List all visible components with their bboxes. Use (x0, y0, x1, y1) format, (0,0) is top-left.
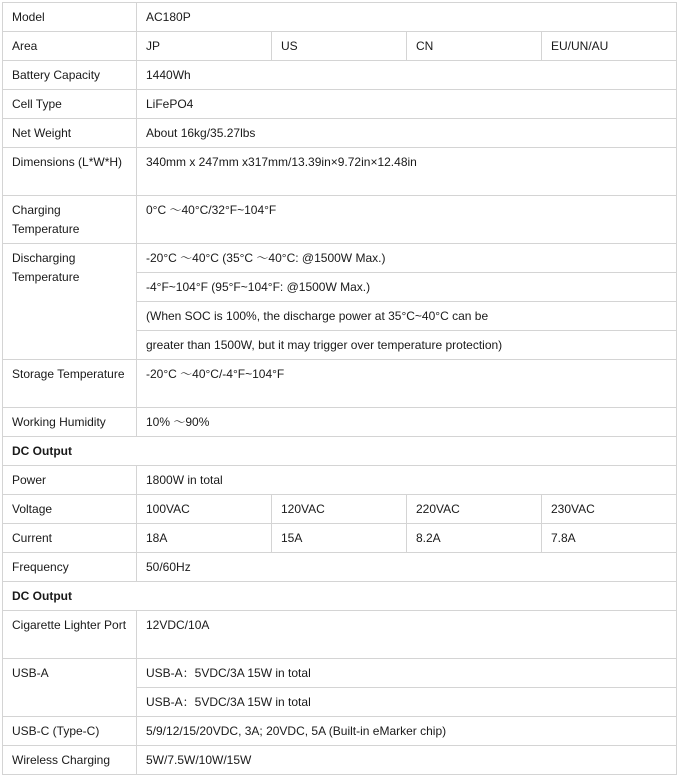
usb-a-line-1: USB-A：5VDC/3A 15W in total (137, 659, 677, 688)
voltage-value-4: 230VAC (542, 495, 677, 524)
row-current (3, 524, 677, 553)
usb-a-line-2: USB-A：5VDC/3A 15W in total (137, 688, 677, 717)
area-label: Area (3, 32, 137, 61)
charging-temperature-label: Charging Temperature (3, 196, 137, 244)
cell-type-label: Cell Type (3, 90, 137, 119)
wireless-charging-label: Wireless Charging (3, 746, 137, 775)
model-value: AC180P (137, 3, 677, 32)
row-dimensions (3, 148, 677, 196)
voltage-value-2: 120VAC (272, 495, 407, 524)
discharging-temperature-line-3: (When SOC is 100%, the discharge power at 35°C~40°C can be (137, 302, 677, 331)
model-label: Model (3, 3, 137, 32)
spec-table (2, 2, 677, 775)
current-label: Current (3, 524, 137, 553)
row-storage-temperature (3, 360, 677, 408)
wireless-charging-value: 5W/7.5W/10W/15W (137, 746, 677, 775)
section-heading: DC Output (3, 582, 677, 611)
row-model (3, 3, 677, 32)
dimensions-label: Dimensions (L*W*H) (3, 148, 137, 196)
battery-capacity-label: Battery Capacity (3, 61, 137, 90)
discharging-temperature-line-1: -20°C ～40°C (35°C ～40°C: @1500W Max.) (137, 244, 677, 273)
discharging-temperature-line-4: greater than 1500W, but it may trigger over temperature protection) (137, 331, 677, 360)
area-jp: JP (137, 32, 272, 61)
net-weight-value: About 16kg/35.27lbs (137, 119, 677, 148)
cigarette-lighter-label: Cigarette Lighter Port (3, 611, 137, 659)
frequency-label: Frequency (3, 553, 137, 582)
row-power (3, 466, 677, 495)
storage-temperature-label: Storage Temperature (3, 360, 137, 408)
row-working-humidity (3, 408, 677, 437)
frequency-value: 50/60Hz (137, 553, 677, 582)
row-area (3, 32, 677, 61)
row-section-dc-output-1 (3, 437, 677, 466)
net-weight-label: Net Weight (3, 119, 137, 148)
row-battery-capacity (3, 61, 677, 90)
working-humidity-value: 10% ～90% (137, 408, 677, 437)
current-value-2: 15A (272, 524, 407, 553)
current-value-4: 7.8A (542, 524, 677, 553)
row-wireless-charging (3, 746, 677, 775)
row-cell-type (3, 90, 677, 119)
voltage-value-3: 220VAC (407, 495, 542, 524)
row-cigarette-lighter (3, 611, 677, 659)
row-frequency (3, 553, 677, 582)
voltage-label: Voltage (3, 495, 137, 524)
section-heading: DC Output (3, 437, 677, 466)
row-section-dc-output-2 (3, 582, 677, 611)
row-usb-c (3, 717, 677, 746)
row-charging-temperature (3, 196, 677, 244)
row-usb-a (3, 659, 677, 688)
usb-a-label: USB-A (3, 659, 137, 717)
charging-temperature-value: 0°C ～40°C/32°F~104°F (137, 196, 677, 244)
discharging-temperature-label: Discharging Temperature (3, 244, 137, 360)
usb-c-label: USB-C (Type-C) (3, 717, 137, 746)
storage-temperature-value: -20°C ～40°C/-4°F~104°F (137, 360, 677, 408)
working-humidity-label: Working Humidity (3, 408, 137, 437)
power-label: Power (3, 466, 137, 495)
area-cn: CN (407, 32, 542, 61)
row-discharging-temperature (3, 244, 677, 273)
usb-c-value: 5/9/12/15/20VDC, 3A; 20VDC, 5A (Built-in eMarker chip) (137, 717, 677, 746)
row-voltage (3, 495, 677, 524)
current-value-1: 18A (137, 524, 272, 553)
battery-capacity-value: 1440Wh (137, 61, 677, 90)
row-net-weight (3, 119, 677, 148)
current-value-3: 8.2A (407, 524, 542, 553)
area-eu: EU/UN/AU (542, 32, 677, 61)
voltage-value-1: 100VAC (137, 495, 272, 524)
power-value: 1800W in total (137, 466, 677, 495)
cigarette-lighter-value: 12VDC/10A (137, 611, 677, 659)
discharging-temperature-line-2: -4°F~104°F (95°F~104°F: @1500W Max.) (137, 273, 677, 302)
cell-type-value: LiFePO4 (137, 90, 677, 119)
area-us: US (272, 32, 407, 61)
dimensions-value: 340mm x 247mm x317mm/13.39in×9.72in×12.48in (137, 148, 677, 196)
